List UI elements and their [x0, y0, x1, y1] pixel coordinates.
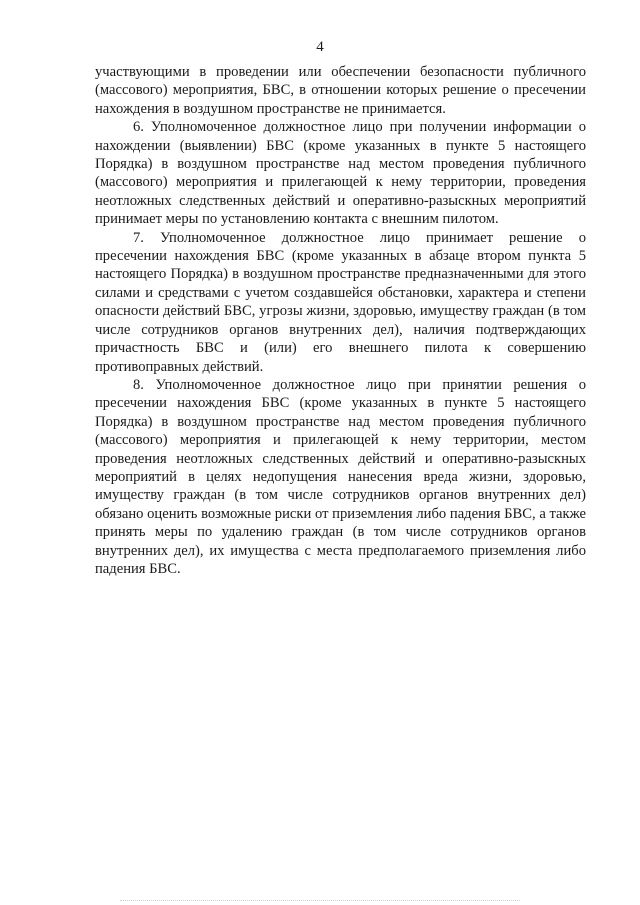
document-body — [95, 63, 586, 578]
paragraph-item-6: 6. Уполномоченное должностное лицо при получении информации о нахождении (выявлении) БВС (кроме указанных в пункте 5 настоящего Порядка) в воздушном пространстве над местом проведения публичного (массового) мероприятия и прилегающей к нему территории, проведения неотложных следственных действий и оперативно-разыскных мероприятий принимает меры по установлению контакта с внешним пилотом. — [95, 119, 586, 228]
paragraph-item-7: 7. Уполномоченное должностное лицо принимает решение о пресечении нахождения БВС (кроме указанных в абзаце втором пункта 5 настоящего Порядка) в воздушном пространстве предназначенными для этого силами и средствами с учетом создавшейся обстановки, характера и степени опасности действий БВС, угрозы жизни, здоровью, имуществу граждан (в том числе сотрудников органов внутренних дел), наличия подтверждающих причастность БВС и (или) его внешнего пилота к совершению противоправных действий. — [95, 229, 586, 375]
paragraph-continuation: участвующими в проведении или обеспечении безопасности публичного (массового) мероприятия, БВС, в отношении которых решение о пресечении нахождения в воздушном пространстве не принимается. — [95, 64, 586, 117]
scan-artifact-line — [120, 900, 520, 901]
paragraph-item-8: 8. Уполномоченное должностное лицо при принятии решения о пресечении нахождения БВС (кроме указанных в пункте 5 настоящего Порядка) в воздушном пространстве над местом проведения публичного (массового) мероприятия и прилегающей к нему территории, местом проведения неотложных следственных действий и оперативно-разыскных мероприятий в целях недопущения нанесения вреда жизни, здоровью, имуществу граждан (в том числе сотрудников органов внутренних дел) обязано оценить возможные риски от приземления либо падения БВС, а также принять меры по удалению граждан (в том числе сотрудников органов внутренних дел), их имущества с места предполагаемого приземления либо падения БВС. — [95, 376, 586, 577]
page-number: 4 — [316, 39, 324, 55]
